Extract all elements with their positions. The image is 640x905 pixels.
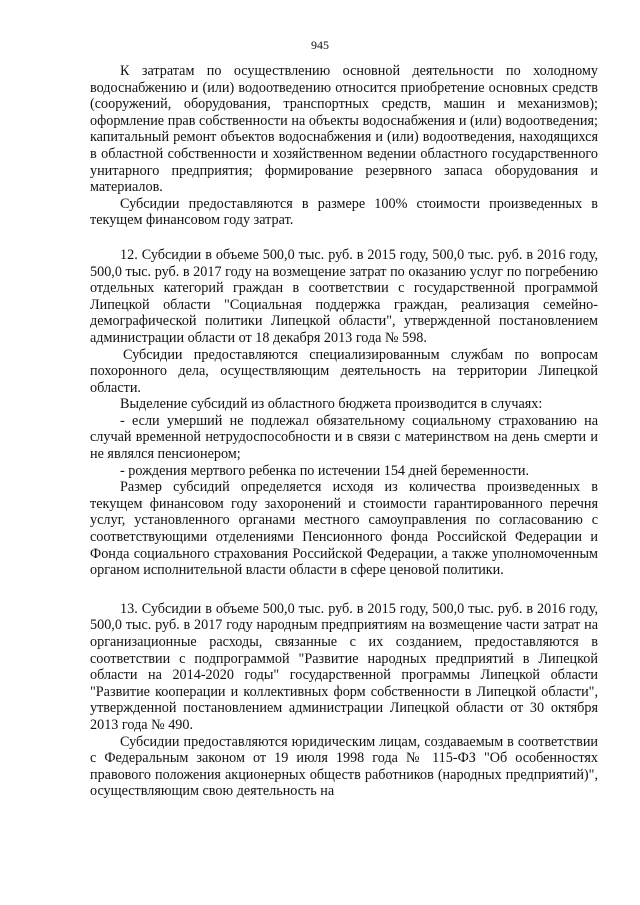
paragraph-item-13: 13. Субсидии в объеме 500,0 тыс. руб. в 2015 году, 500,0 тыс. руб. в 2016 году, 500,0 тыс. руб. в 2017 году народным предприятиям на возмещение части затрат на организационные расходы, связанные с их созданием, предоставляются в соответствии с подпрограммой "Развитие народных предприятий в Липецкой области на 2014-2020 годы" государственной программы Липецкой области "Развитие кооперации и коллективных форм собственности в Липецкой области", утвержденной постановлением администрации Липецкой области от 30 октября 2013 года № 490.: [90, 600, 598, 733]
paragraph-case-stillbirth: - рождения мертвого ребенка по истечении 154 дней беременности.: [120, 462, 530, 479]
paragraph-case-uninsured: - если умерший не подлежал обязательному социальному страхованию на случай временной нетрудоспособности и в связи с материнством на день смерти и не являлся пенсионером;: [90, 412, 598, 463]
paragraph-subsidy-rate: Субсидии предоставляются в размере 100% стоимости произведенных в текущем финансовом году затрат.: [90, 195, 598, 229]
document-body: [90, 63, 598, 800]
paragraph-funeral-services: Субсидии предоставляются специализированным службам по вопросам похоронного дела, осуществляющим деятельность на территории Липецкой области.: [90, 346, 598, 396]
paragraph-subsidy-size: Размер субсидий определяется исходя из количества произведенных в текущем финансовом году захоронений и стоимости гарантированного перечня услуг, установленного органами местного самоуправления по согласованию с соответствующими отделениями Пенсионного фонда Российской Федерации и Фонда социального страхования Российской Федерации, а также уполномоченным органом исполнительной власти области в сфере ценовой политики.: [90, 479, 598, 579]
paragraph-costs-definition: К затратам по осуществлению основной деятельности по холодному водоснабжению и (или) водоотведению относится приобретение основных средств (сооружений, оборудования, транспортных средств, машин и механизмов); оформление прав собственности на объекты водоснабжения и (или) водоотведения; капитальный ремонт объектов водоснабжения и (или) водоотведения, находящихся в областной собственности и хозяйственном ведении областного государственного унитарного предприятия; формирование резервного запаса оборудования и материалов.: [90, 63, 598, 196]
paragraph-item-12: 12. Субсидии в объеме 500,0 тыс. руб. в 2015 году, 500,0 тыс. руб. в 2016 году, 500,0 тыс. руб. в 2017 году на возмещение затрат по оказанию услуг по погребению отдельных категорий граждан в соответствии с государственной программой Липецкой области "Социальная поддержка граждан, реализация семейно-демографической политики Липецкой области", утвержденной постановлением администрации области от 18 декабря 2013 года № 598.: [90, 246, 598, 346]
page-number: 945: [311, 38, 329, 52]
paragraph-legal-entities: Субсидии предоставляются юридическим лицам, создаваемым в соответствии с Федеральным законом от 19 июля 1998 года № 115-ФЗ "Об особенностях правового положения акционерных обществ работников (народных предприятий)", осуществляющим свою деятельность на: [90, 733, 598, 800]
paragraph-allocation-cases: Выделение субсидий из областного бюджета производится в случаях:: [120, 396, 543, 413]
